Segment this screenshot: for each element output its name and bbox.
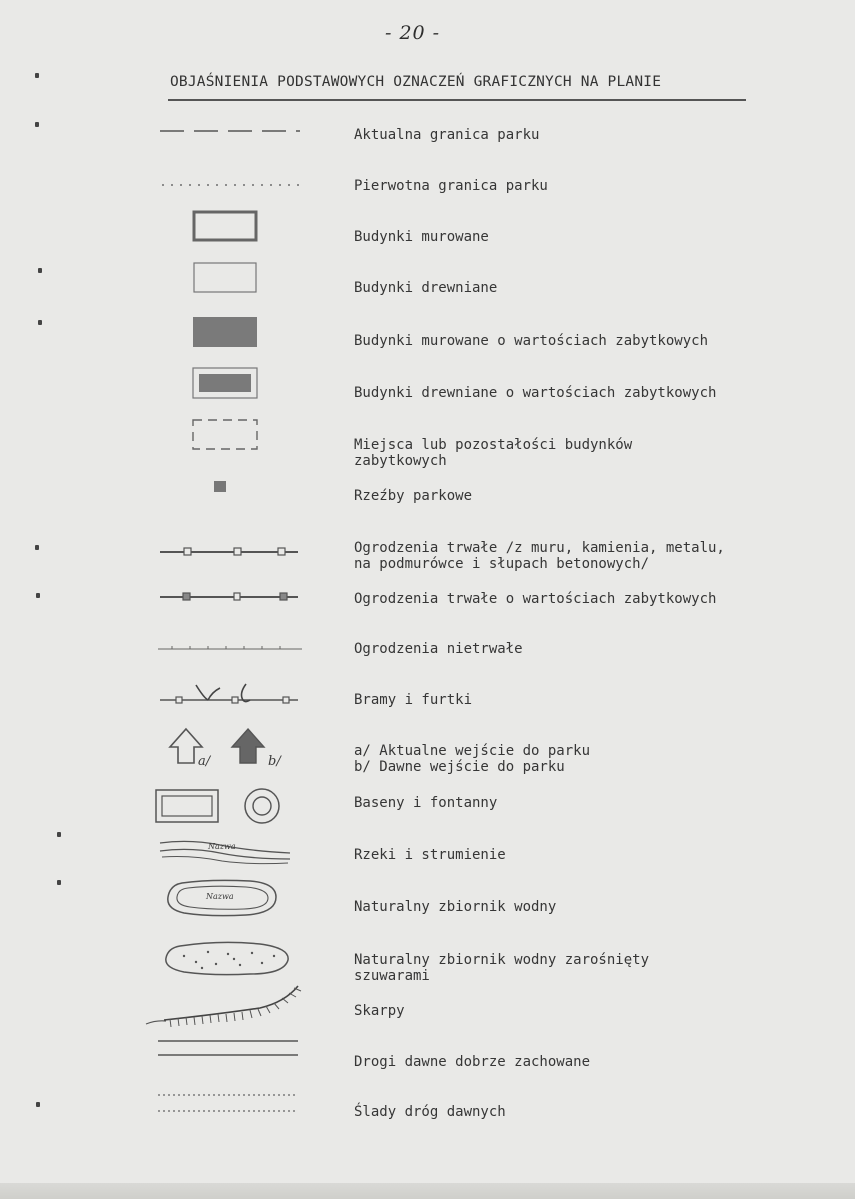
punch-mark bbox=[36, 593, 40, 598]
punch-mark bbox=[57, 880, 61, 885]
entrance-arrows-icon bbox=[150, 727, 310, 775]
brick-building-icon bbox=[150, 210, 310, 244]
legend-label: Aktualna granica parku bbox=[354, 127, 540, 143]
punch-mark bbox=[35, 122, 39, 127]
pool-fountain-icon bbox=[150, 787, 310, 827]
legend-label: Ogrodzenia trwałe o wartościach zabytkowych bbox=[354, 591, 717, 607]
dashed-line-icon bbox=[150, 124, 310, 138]
page-number: - 20 - bbox=[385, 22, 441, 44]
gate-icon bbox=[150, 680, 310, 710]
historic-fence-icon bbox=[150, 590, 310, 604]
temporary-fence-icon bbox=[150, 641, 310, 655]
legend-label: Drogi dawne dobrze zachowane bbox=[354, 1054, 591, 1070]
river-name-label: Nazwa bbox=[208, 842, 236, 851]
punch-mark bbox=[35, 73, 39, 78]
legend-label: Budynki murowane o wartościach zabytkowych bbox=[354, 333, 709, 349]
legend-label: Ślady dróg dawnych bbox=[354, 1104, 506, 1120]
legend-label: Naturalny zbiornik wodny zarośnięty szuwarami bbox=[354, 952, 650, 984]
sculpture-icon bbox=[150, 479, 310, 495]
legend-label: Baseny i fontanny bbox=[354, 795, 498, 811]
road-traces-icon bbox=[150, 1090, 310, 1114]
permanent-fence-icon bbox=[150, 545, 310, 559]
legend-label: a/ Aktualne wejście do parku b/ Dawne wejście do parku bbox=[354, 743, 591, 775]
arrow-b-label: b/ bbox=[268, 754, 281, 769]
page-title: OBJAŚNIENIA PODSTAWOWYCH OZNACZEŃ GRAFICZNYCH NA PLANIE bbox=[170, 74, 662, 90]
punch-mark bbox=[38, 268, 42, 273]
escarpment-icon bbox=[140, 980, 310, 1030]
legend-label: Naturalny zbiornik wodny bbox=[354, 899, 557, 915]
legend-label: Rzeki i strumienie bbox=[354, 847, 506, 863]
legend-label: Rzeźby parkowe bbox=[354, 488, 473, 504]
legend-label: Ogrodzenia nietrwałe bbox=[354, 641, 523, 657]
overgrown-pond-icon bbox=[150, 938, 310, 980]
dotted-line-icon bbox=[150, 178, 310, 192]
pond-name-label: Nazwa bbox=[206, 892, 234, 901]
punch-mark bbox=[35, 545, 39, 550]
legend-label: Budynki drewniane bbox=[354, 280, 498, 296]
river-icon bbox=[150, 837, 310, 867]
page-fold-edge bbox=[0, 1183, 855, 1199]
preserved-road-icon bbox=[150, 1036, 310, 1060]
legend-label: Ogrodzenia trwałe /z muru, kamienia, metalu, na podmurówce i słupach betonowych/ bbox=[354, 540, 725, 572]
punch-mark bbox=[36, 1102, 40, 1107]
building-remains-icon bbox=[150, 417, 310, 453]
wooden-building-icon bbox=[150, 260, 310, 296]
pond-icon bbox=[150, 877, 310, 919]
historic-wooden-building-icon bbox=[150, 366, 310, 402]
legend-label: Pierwotna granica parku bbox=[354, 178, 548, 194]
arrow-a-label: a/ bbox=[198, 754, 211, 769]
legend-label: Budynki murowane bbox=[354, 229, 489, 245]
legend-label: Skarpy bbox=[354, 1003, 405, 1019]
legend-label: Budynki drewniane o wartościach zabytkowych bbox=[354, 385, 717, 401]
historic-brick-building-icon bbox=[150, 315, 310, 349]
title-underline bbox=[168, 99, 746, 101]
punch-mark bbox=[57, 832, 61, 837]
punch-mark bbox=[38, 320, 42, 325]
legend-label: Bramy i furtki bbox=[354, 692, 473, 708]
legend-label: Miejsca lub pozostałości budynków zabytkowych bbox=[354, 437, 633, 469]
